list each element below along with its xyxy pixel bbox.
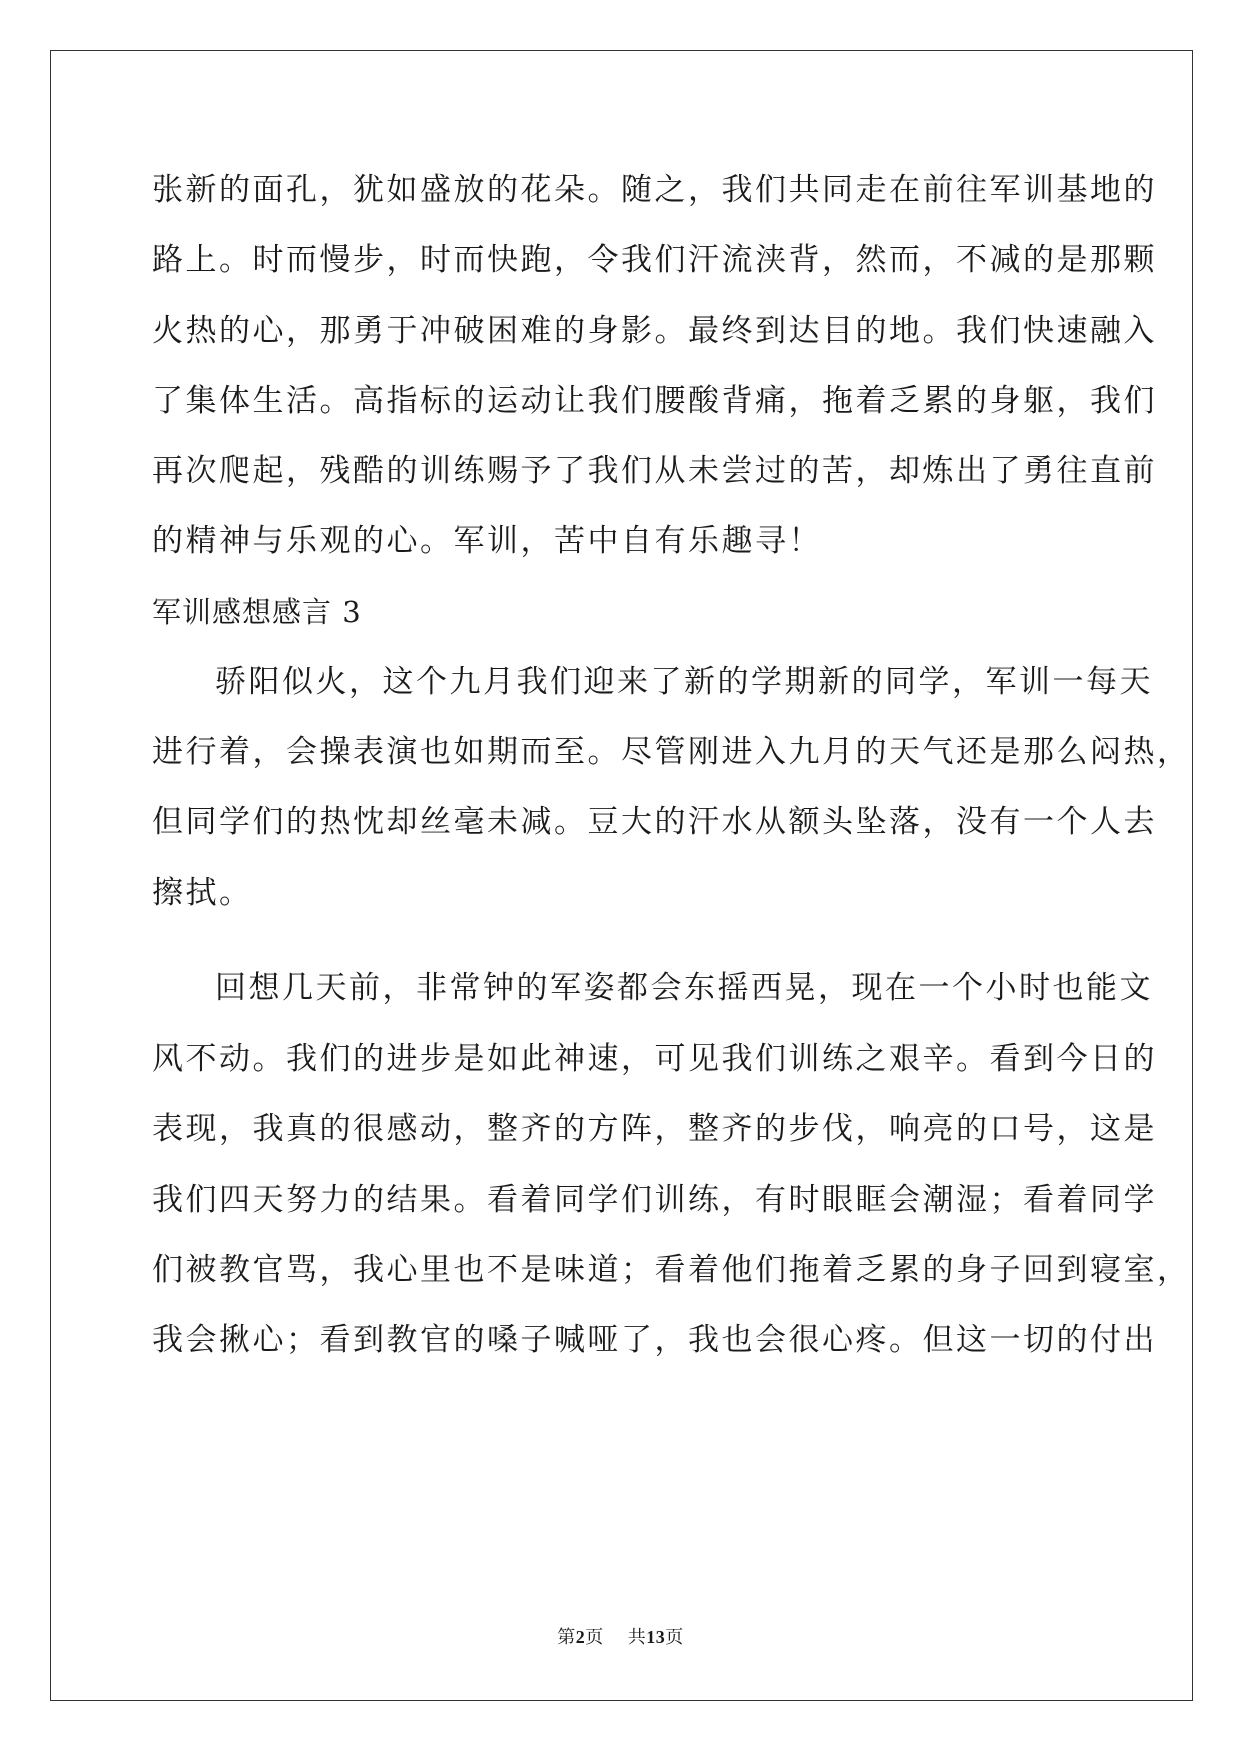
page-suffix: 页 — [585, 1627, 604, 1648]
page-footer — [0, 1625, 1241, 1650]
paragraph-line: 火热的心，那勇于冲破困难的身影。最终到达目的地。我们快速融入 — [152, 313, 1157, 349]
paragraph-line: 再次爬起，残酷的训练赐予了我们从未尝过的苦，却炼出了勇往直前 — [152, 453, 1157, 489]
paragraph-line: 们被教官骂，我心里也不是味道；看着他们拖着乏累的身子回到寝室， — [152, 1252, 1191, 1288]
paragraph-line: 回想几天前，非常钟的军姿都会东摇西晃，现在一个小时也能文 — [215, 970, 1153, 1006]
section-heading: 军训感想感言 3 — [152, 595, 362, 629]
paragraph-line: 张新的面孔，犹如盛放的花朵。随之，我们共同走在前往军训基地的 — [152, 172, 1157, 208]
page-prefix: 第 — [557, 1627, 576, 1648]
paragraph-line: 了集体生活。高指标的运动让我们腰酸背痛，拖着乏累的身躯，我们 — [152, 383, 1157, 419]
total-prefix: 共 — [627, 1627, 647, 1648]
paragraph-line: 擦拭。 — [152, 875, 253, 911]
paragraph-line: 表现，我真的很感动，整齐的方阵，整齐的步伐，响亮的口号，这是 — [152, 1111, 1157, 1147]
paragraph-line: 的精神与乐观的心。军训，苦中自有乐趣寻！ — [152, 523, 822, 559]
paragraph-line: 我会揪心；看到教官的嗓子喊哑了，我也会很心疼。但这一切的付出 — [152, 1322, 1157, 1358]
total-pages: 13 — [646, 1627, 666, 1647]
paragraph-line: 我们四天努力的结果。看着同学们训练，有时眼眶会潮湿；看着同学 — [152, 1182, 1157, 1218]
paragraph-line: 但同学们的热忱却丝毫未减。豆大的汗水从额头坠落，没有一个人去 — [152, 804, 1157, 840]
paragraph-line: 进行着，会操表演也如期而至。尽管刚进入九月的天气还是那么闷热， — [152, 734, 1191, 770]
paragraph-line: 风不动。我们的进步是如此神速，可见我们训练之艰辛。看到今日的 — [152, 1041, 1157, 1077]
paragraph-line: 路上。时而慢步，时而快跑，令我们汗流浃背，然而，不减的是那颗 — [152, 242, 1157, 278]
page-number: 2 — [575, 1627, 586, 1647]
total-suffix: 页 — [665, 1627, 684, 1648]
paragraph-line: 骄阳似火，这个九月我们迎来了新的学期新的同学，军训一每天 — [215, 664, 1153, 700]
